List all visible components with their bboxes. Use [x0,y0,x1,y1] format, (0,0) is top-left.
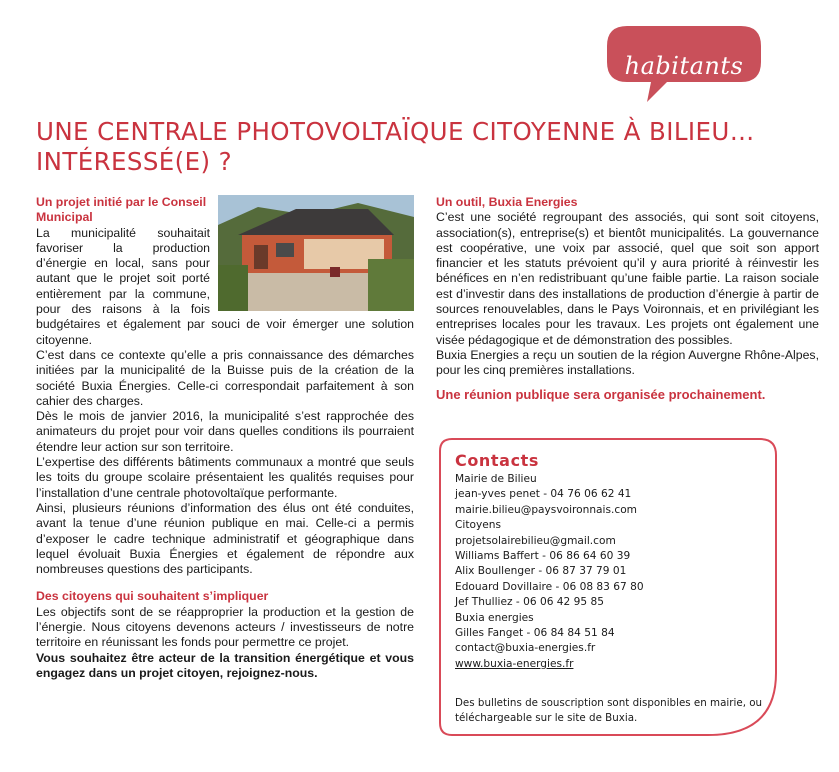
call-to-action: Vous souhaitez être acteur de la transition énergétique et vous engagez dans un projet citoyen, rejoignez-nous. [36,650,414,680]
contact-line: Citoyens [455,519,501,532]
subscription-note: Des bulletins de souscription sont disponibles en mairie, ou téléchargeable sur le site de Buxia. [455,697,763,725]
badge-label: habitants [624,52,744,80]
contact-line: Mairie de Bilieu [455,473,537,485]
paragraph: L’expertise des différents bâtiments communaux a montré que seuls les toits du groupe scolaire présentaient les qualités requises pour l’installation d’une centrale photovoltaïque performante. [36,455,414,500]
contact-email[interactable]: projetsolairebilieu@gmail.com [455,534,616,547]
paragraph: C’est une société regroupant des associés, qui sont soit citoyens, association(s), entreprise(s) et bientôt municipalités. La gouvernance est coopérative, une voix par associé, quel que soit son apport financier et les statuts prévoient qu’il y aura priorité à réinvestir les bénéfices en n’en redistribuant qu’une faible partie. La raison sociale est d’investir dans des installations de production d’énergie à partir de sources renouvelables, dans le Pays Voironnais, et en privilégiant les entreprises locales pour les travaux. Les projets ont également une visée pédagogique et de démonstration des possibles. [436,210,819,347]
contact-line: Jef Thulliez - 06 06 42 95 85 [455,596,604,609]
contacts-box [438,437,778,737]
contact-line: Alix Boullenger - 06 87 37 79 01 [455,565,627,578]
paragraph: Ainsi, plusieurs réunions d’information des élus ont été conduites, avant la tenue d’une réunion publique en mai. Celle-ci a permis d’exposer le cadre technique administratif et géographique dans lequel évoluait Buxia Énergies et également de répondre aux nombreuses questions des participants. [36,500,414,577]
contact-line: Buxia energies [455,611,534,624]
meeting-announcement: Une réunion publique sera organisée prochainement. [436,386,766,402]
paragraph: La municipalité souhaitait favoriser la production d’énergie en local, sans pour autant que le projet soit porté entièrement par la commune, pour des raisons à la fois budgétaires et également par souci de voir émerger une solution citoyenne. [36,225,414,347]
section-heading-buxia: Un outil, Buxia Energies [436,195,578,209]
paragraph: Dès le mois de janvier 2016, la municipalité s’est rapprochée des animateurs du projet pour voir dans quelles conditions ils pourraient étendre leur action sur son territoire. [36,409,414,454]
contact-line: jean-yves penet - 04 76 06 62 41 [455,488,632,501]
paragraph: Buxia Energies a reçu un soutien de la région Auvergne Rhône-Alpes, pour les cinq premières installations. [436,347,819,378]
contact-line: Edouard Dovillaire - 06 08 83 67 80 [455,580,644,593]
title-line-2: INTÉRESSÉ(E) ? [36,147,233,176]
contact-email[interactable]: contact@buxia-energies.fr [455,642,596,655]
contact-line: Williams Baffert - 06 86 64 60 39 [455,550,631,563]
right-column [436,195,819,415]
contact-line: Gilles Fanget - 06 84 84 51 84 [455,627,615,640]
section-heading-project: Un projet initié par le Conseil Municipal [36,195,207,225]
website-link[interactable]: www.buxia-energies.fr [455,657,574,670]
article-title [36,117,816,177]
section-heading-citizens: Des citoyens qui souhaitent s’impliquer [36,589,269,604]
school-building-photo [218,195,414,311]
left-column [36,195,414,681]
paragraph: Les objectifs sont de se réapproprier la production et la gestion de l’énergie. Nous citoyens devenons acteurs / investisseurs de notre territoire en réunissant les fonds pour permettre ce projet. [36,604,414,650]
contact-email[interactable]: mairie.bilieu@paysvoironnais.com [455,503,637,516]
contacts-title: Contacts [455,451,540,470]
title-line-1: UNE CENTRALE PHOTOVOLTAÏQUE CITOYENNE À BILIEU… [36,117,755,146]
paragraph: C’est dans ce contexte qu’elle a pris connaissance des démarches initiées par la municipalité de la Buisse puis de la création de la société Buxia Énergies. Celle-ci correspondait parfaitement à son cahier des charges. [36,347,414,408]
section-badge [607,22,769,106]
